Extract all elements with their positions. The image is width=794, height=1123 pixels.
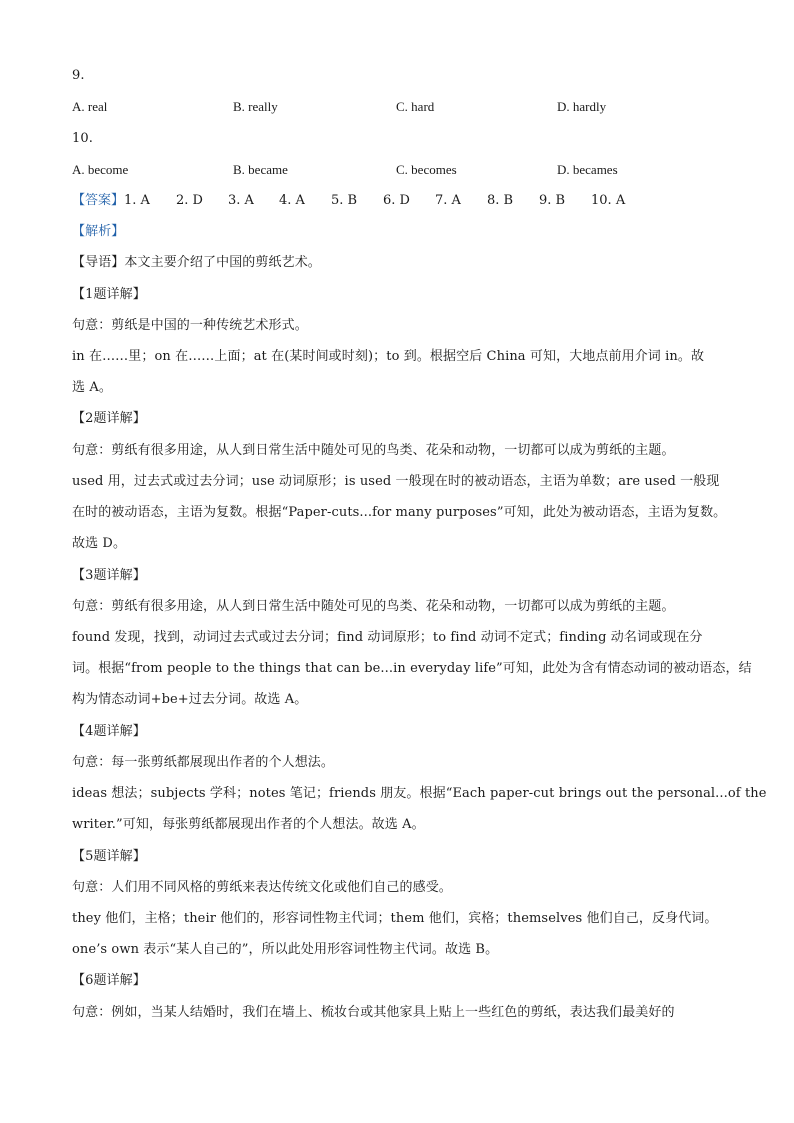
answer-item: 1. A bbox=[124, 193, 150, 208]
body-line: 句意：剪纸是中国的一种传统艺术形式。 bbox=[72, 318, 308, 333]
answer-item: 7. A bbox=[435, 193, 461, 208]
answer-key-tag: 【答案】 bbox=[72, 193, 125, 208]
body-line: 故选 D。 bbox=[72, 536, 127, 551]
section-heading-2: 【2题详解】 bbox=[72, 411, 146, 426]
question-9-option-c: C. hard bbox=[396, 99, 435, 114]
answer-item: 2. D bbox=[176, 193, 203, 208]
analysis-tag: 【解析】 bbox=[72, 224, 125, 239]
answer-item: 8. B bbox=[487, 193, 514, 208]
section-heading-6: 【6题详解】 bbox=[72, 973, 146, 988]
body-line: in 在……里；on 在……上面；at 在(某时间或时刻)；to 到。根据空后 China 可知，大地点前用介词 in。故 bbox=[72, 349, 705, 364]
answer-item: 3. A bbox=[228, 193, 254, 208]
answer-item: 10. A bbox=[591, 193, 626, 208]
question-9-option-d: D. hardly bbox=[557, 99, 607, 114]
section-heading-1: 【1题详解】 bbox=[72, 287, 146, 302]
answer-item: 9. B bbox=[539, 193, 566, 208]
intro-line: 【导语】本文主要介绍了中国的剪纸艺术。 bbox=[72, 255, 321, 270]
answer-key bbox=[72, 192, 625, 210]
body-line: 选 A。 bbox=[72, 380, 112, 395]
section-heading-4: 【4题详解】 bbox=[72, 724, 146, 739]
question-10-option-a: A. become bbox=[72, 162, 129, 177]
section-heading-5: 【5题详解】 bbox=[72, 849, 146, 864]
question-10-option-d: D. becames bbox=[557, 162, 618, 177]
answer-item: 5. B bbox=[331, 193, 358, 208]
body-line: they 他们，主格；their 他们的，形容词性物主代词；them 他们，宾格；themselves 他们自己，反身代词。 bbox=[72, 911, 718, 926]
body-line: 句意：每一张剪纸都展现出作者的个人想法。 bbox=[72, 755, 335, 770]
question-9-option-b: B. really bbox=[233, 99, 278, 114]
body-line: 句意：例如，当某人结婚时，我们在墙上、梳妆台或其他家具上贴上一些红色的剪纸，表达我们最美好的 bbox=[72, 1005, 675, 1020]
body-line: used 用，过去式或过去分词；use 动词原形；is used 一般现在时的被动语态，主语为单数；are used 一般现 bbox=[72, 474, 720, 489]
body-line: 词。根据“from people to the things that can be...in everyday life”可知，此处为含有情态动词的被动语态，结 bbox=[72, 661, 752, 676]
question-9-option-a: A. real bbox=[72, 99, 108, 114]
body-line: 句意：剪纸有很多用途，从人到日常生活中随处可见的鸟类、花朵和动物，一切都可以成为剪纸的主题。 bbox=[72, 443, 675, 458]
question-10-option-c: C. becomes bbox=[396, 162, 457, 177]
section-heading-3: 【3题详解】 bbox=[72, 568, 146, 583]
question-10-number: 10. bbox=[72, 131, 93, 146]
body-line: 句意：剪纸有很多用途，从人到日常生活中随处可见的鸟类、花朵和动物，一切都可以成为剪纸的主题。 bbox=[72, 599, 675, 614]
body-line: 构为情态动词+be+过去分词。故选 A。 bbox=[72, 692, 308, 707]
body-line: 在时的被动语态，主语为复数。根据“Paper-cuts...for many purposes”可知，此处为被动语态，主语为复数。 bbox=[72, 505, 727, 520]
body-line: 句意：人们用不同风格的剪纸来表达传统文化或他们自己的感受。 bbox=[72, 880, 452, 895]
body-line: found 发现，找到，动词过去式或过去分词；find 动词原形；to find 动词不定式；finding 动名词或现在分 bbox=[72, 630, 703, 645]
body-line: one’s own 表示“某人自己的”，所以此处用形容词性物主代词。故选 B。 bbox=[72, 942, 499, 957]
question-10-option-b: B. became bbox=[233, 162, 288, 177]
question-9-number: 9. bbox=[72, 68, 85, 83]
answer-item: 6. D bbox=[383, 193, 410, 208]
body-line: ideas 想法；subjects 学科；notes 笔记；friends 朋友。根据“Each paper-cut brings out the personal...of the bbox=[72, 786, 767, 801]
body-line: writer.”可知，每张剪纸都展现出作者的个人想法。故选 A。 bbox=[72, 817, 425, 832]
answer-item: 4. A bbox=[279, 193, 305, 208]
